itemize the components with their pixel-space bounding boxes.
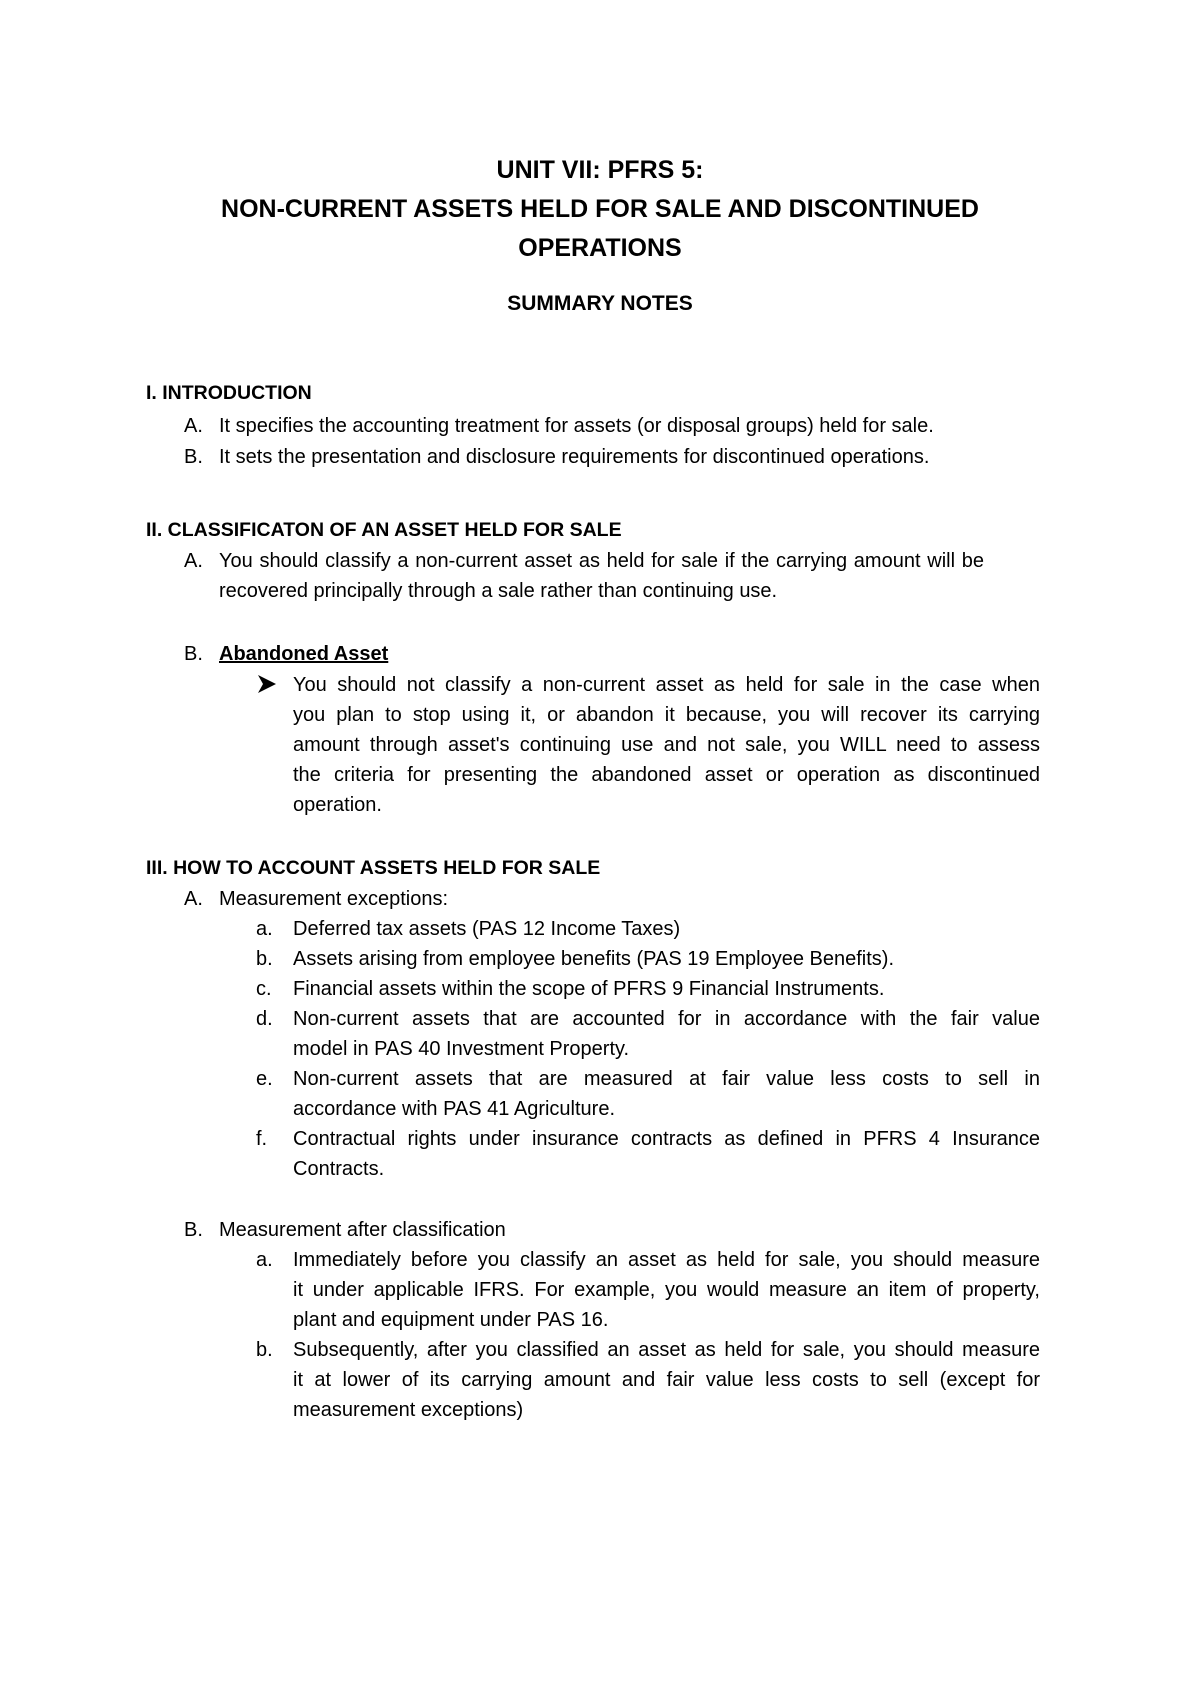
section-3-item-a-title: Measurement exceptions: [219,888,449,910]
section-1-item-b-label: B. [184,446,203,468]
section-2-item-b-title: Abandoned Asset [219,643,389,665]
section-2-item-b-line: You should not classify a non-current asset as held for sale in the case when [293,674,1040,696]
subitem-line: measurement exceptions) [293,1399,524,1421]
subitem-line: Immediately before you classify an asset as held for sale, you should measure [293,1249,1040,1271]
document-subtitle: SUMMARY NOTES [507,292,693,315]
subitem-line: Assets arising from employee benefits (PAS 19 Employee Benefits). [293,948,895,970]
document-title-line-1: UNIT VII: PFRS 5: [496,156,704,184]
section-2-item-b-label: B. [184,643,203,665]
subitem-line: Contractual rights under insurance contracts as defined in PFRS 4 Insurance [293,1128,1040,1150]
subitem-line: it at lower of its carrying amount and fair value less costs to sell (except for [293,1369,1040,1391]
subitem-label: a. [256,1249,273,1271]
subitem-label: d. [256,1008,273,1030]
section-2-item-a-line: You should classify a non-current asset as held for sale if the carrying amount will be [219,550,984,572]
subitem-line: accordance with PAS 41 Agriculture. [293,1098,616,1120]
arrowhead-bullet-icon [256,673,278,695]
subitem-line: Deferred tax assets (PAS 12 Income Taxes) [293,918,681,940]
subitem-label: b. [256,948,273,970]
section-2-item-b-line: you plan to stop using it, or abandon it because, you will recover its carrying [293,704,1040,726]
subitem-label: b. [256,1339,273,1361]
subitem-line: Subsequently, after you classified an asset as held for sale, you should measure [293,1339,1040,1361]
section-2-item-b-line: the criteria for presenting the abandoned asset or operation as discontinued [293,764,1040,786]
document-title-line-2: NON-CURRENT ASSETS HELD FOR SALE AND DISCONTINUED [221,195,979,223]
section-1-item-b-text: It sets the presentation and disclosure requirements for discontinued operations. [219,446,930,468]
section-3-heading: III. HOW TO ACCOUNT ASSETS HELD FOR SALE [146,857,601,879]
section-2-item-b-line: amount through asset's continuing use and not sale, you WILL need to assess [293,734,1040,756]
section-3-item-a-label: A. [184,888,203,910]
section-2-item-a-line: recovered principally through a sale rather than continuing use. [219,580,778,602]
subitem-line: Contracts. [293,1158,385,1180]
subitem-line: Financial assets within the scope of PFRS 9 Financial Instruments. [293,978,885,1000]
section-3-item-b-label: B. [184,1219,203,1241]
section-1-heading: I. INTRODUCTION [146,382,312,404]
subitem-label: c. [256,978,272,1000]
document-title-line-3: OPERATIONS [518,234,682,262]
subitem-line: Non-current assets that are accounted for in accordance with the fair value [293,1008,1040,1030]
section-1-item-a-text: It specifies the accounting treatment for assets (or disposal groups) held for sale. [219,415,934,437]
section-2-heading: II. CLASSIFICATON OF AN ASSET HELD FOR SALE [146,519,622,541]
subitem-label: e. [256,1068,273,1090]
section-1-item-a-label: A. [184,415,203,437]
subitem-label: f. [256,1128,268,1150]
subitem-line: model in PAS 40 Investment Property. [293,1038,630,1060]
subitem-label: a. [256,918,273,940]
section-2-item-a-label: A. [184,550,203,572]
subitem-line: Non-current assets that are measured at fair value less costs to sell in [293,1068,1040,1090]
section-3-item-b-title: Measurement after classification [219,1219,506,1241]
section-2-item-b-line: operation. [293,794,382,816]
subitem-line: plant and equipment under PAS 16. [293,1309,609,1331]
subitem-line: it under applicable IFRS. For example, you would measure an item of property, [293,1279,1040,1301]
